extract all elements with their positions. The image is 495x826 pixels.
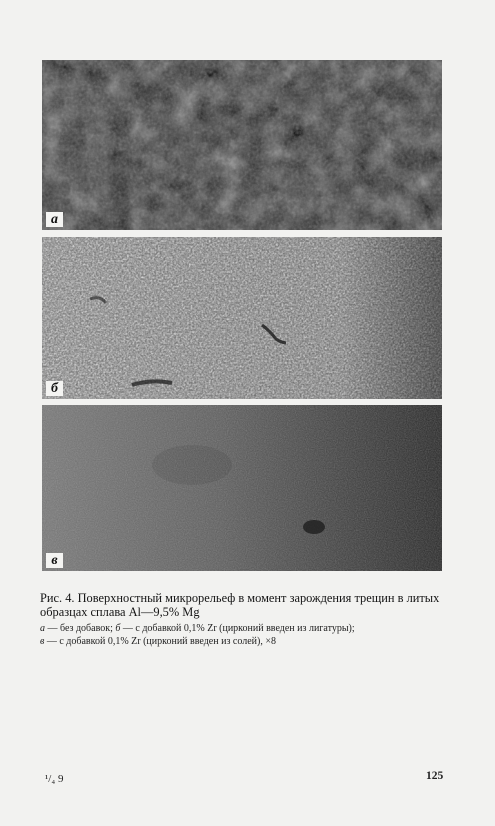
caption-text-b: — с добавкой 0,1% Zr (цирконий введен из лигатуры); <box>120 623 355 634</box>
figure-caption <box>40 591 460 648</box>
caption-text-a: — без добавок; <box>45 623 116 634</box>
caption-key-b: б <box>115 623 121 634</box>
micrograph-c-image <box>42 405 442 571</box>
micrograph-b-image <box>42 237 442 399</box>
micrograph-panel-a <box>42 60 442 230</box>
printer-signature: ¹/₄ 9 <box>45 773 64 785</box>
panel-label-a: а <box>46 212 63 227</box>
caption-legend-line-2 <box>40 635 460 648</box>
caption-key-a: а <box>40 623 45 634</box>
caption-text-c: — с добавкой 0,1% Zr (цирконий введен из солей), ×8 <box>44 636 276 647</box>
micrograph-a-image <box>42 60 442 230</box>
caption-title-line-2: образцах сплава Al—9,5% Mg <box>40 605 200 619</box>
caption-title-line-1: Рис. 4. Поверхностный микрорельеф в момент зарождения трещин в литых <box>40 591 440 605</box>
panel-label-b: б <box>46 381 63 396</box>
caption-key-c: в <box>40 636 45 647</box>
caption-legend-line-1 <box>40 622 460 635</box>
micrograph-panel-c <box>42 405 442 571</box>
panel-label-c: в <box>46 553 63 568</box>
page-number: 125 <box>426 770 444 782</box>
micrograph-panel-b <box>42 237 442 399</box>
